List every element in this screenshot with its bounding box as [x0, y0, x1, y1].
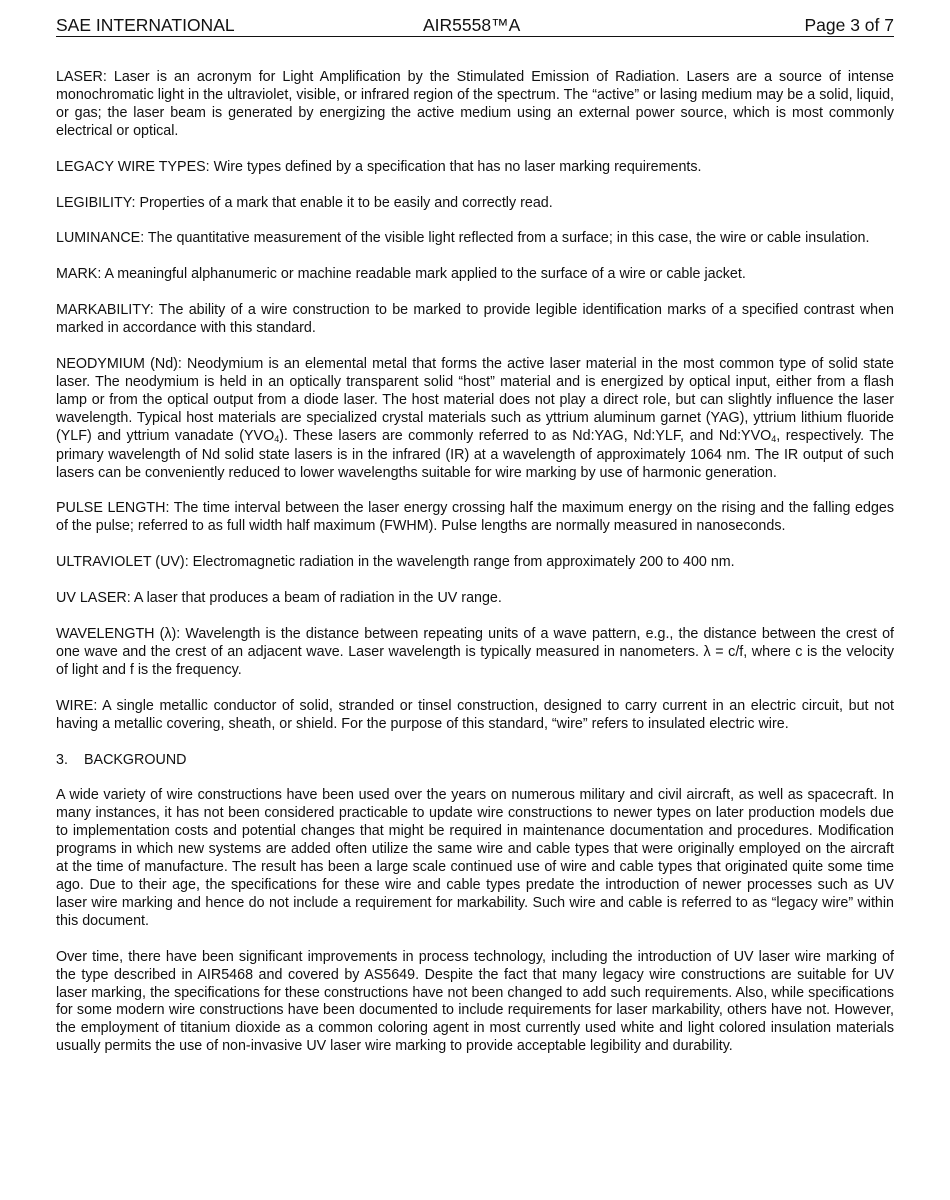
background-paragraph-1: A wide variety of wire constructions have been used over the years on numerous military and civil aircraft, as well as spacecraft. In many instances, it has not been considered practicable to update wire constructions to newer types on later production models due to implementation costs and potential changes that might be required in maintenance documentation and procedures. Modification programs in which new systems are added often utilize the same wire and cable types that were originally employed on the aircraft at the time of manufacture. The result has been a large scale continued use of wire and cable types that originated quite some time ago. Due to their age, the specifications for these wire and cable types predate the introduction of newer processes such as UV laser wire marking and hence do not include a requirement for markability. Such wire and cable is referred to as “legacy wire” within this document. [56, 787, 894, 929]
header-document-number: AIR5558™A [423, 15, 521, 35]
definition-term: LASER [56, 69, 103, 85]
section-number: 3. [56, 751, 68, 768]
definition-markability: MARKABILITY: The ability of a wire construction to be marked to provide legible identification marks of a specified contrast when marked in accordance with this standard. [56, 302, 894, 337]
definition-text: Wire types defined by a specification that has no laser marking requirements. [213, 158, 702, 175]
definition-pulse-length: PULSE LENGTH: The time interval between the laser energy crossing half the maximum energy on the rising and the falling edges of the pulse; referred to as full width half maximum (FWHM). Pulse lengths are normally measured in nanoseconds. [56, 500, 894, 535]
definition-text: Electromagnetic radiation in the wavelength range from approximately 200 to 400 nm. [192, 554, 735, 571]
definition-term: LEGACY WIRE TYPES [56, 158, 206, 175]
definition-term: PULSE LENGTH [56, 500, 166, 517]
definition-uv-laser: UV LASER: A laser that produces a beam of radiation in the UV range. [56, 590, 502, 607]
definition-term: WIRE [56, 697, 94, 714]
definition-text: Laser is an acronym for Light Amplification by the Stimulated Emission of Radiation. Lasers are a source of intense monochromatic light in the ultraviolet, visible, or infrared region of the spectrum. The “active” or lasing medium may be a solid, liquid, or gas; the laser beam is generated by energizing the active medium using an external power source, which is most commonly electrical or optical. [56, 69, 894, 139]
definition-term: LEGIBILITY [56, 194, 132, 211]
definition-luminance: LUMINANCE: The quantitative measurement of the visible light reflected from a surface; in this case, the wire or cable insulation. [56, 230, 870, 247]
subscript: 4 [771, 433, 777, 444]
definition-text-part: ). These lasers are commonly referred to as Nd:YAG, Nd:YLF, and Nd:YVO [279, 427, 772, 444]
definition-text: Properties of a mark that enable it to be easily and correctly read. [139, 194, 553, 211]
definition-text: A meaningful alphanumeric or machine readable mark applied to the surface of a wire or cable jacket. [104, 266, 746, 283]
definition-term: LUMINANCE [56, 230, 141, 247]
definition-term: MARKABILITY [56, 302, 150, 319]
definition-term: WAVELENGTH (λ) [56, 626, 177, 643]
definition-mark: MARK: A meaningful alphanumeric or machine readable mark applied to the surface of a wire or cable jacket. [56, 266, 746, 283]
definition-text: The ability of a wire construction to be marked to provide legible identification marks of a specified contrast when marked in accordance with this standard. [56, 302, 894, 337]
definition-neodymium: NEODYMIUM (Nd): Neodymium is an elemental metal that forms the active laser material in the most common type of solid state laser. The neodymium is held in an optically transparent solid “host” material and is energized by optical input, either from a flash lamp or from the optical output from a diode laser. The host material does not play a direct role, but can slightly influence the laser wavelength. Typical host materials are specialized crystal materials such as yttrium aluminum garnet (YAG), yttrium lithium fluoride (YLF) and yttrium vanadate $(YVO_4)$. These lasers are commonly referred to as Nd:YAG, Nd:YLF, and $Nd:YVO_4$, respectively. The primary wavelength of Nd solid state lasers is in the infrared (IR) at a wavelength of approximately 1064 nm. The IR output of such lasers can be conveniently reduced to lower wavelengths suitable for wire marking by use of harmonic generation. [56, 356, 894, 481]
definition-term: MARK [56, 266, 98, 283]
definition-text-part: , respectively. The primary wavelength of Nd solid state lasers is in the infrared (IR) at a wavelength of approximately 1064 nm. The IR output of such lasers can be conveniently reduced to lower wavelengths suitable for wire marking by use of harmonic generation. [56, 427, 894, 481]
definition-laser: LASER: Laser is an acronym for Light Amplification by the Stimulated Emission of Radiation. Lasers are a source of intense monochromatic light in the ultraviolet, visible, or infrared region of the spectrum. The “active” or lasing medium may be a solid, liquid, or gas; the laser beam is generated by energizing the active medium using an external power source, which is most commonly electrical or optical. [56, 69, 894, 139]
definition-text: The time interval between the laser energy crossing half the maximum energy on the rising and the falling edges of the pulse; referred to as full width half maximum (FWHM). Pulse lengths are normally measured in nanoseconds. [56, 500, 894, 535]
definition-text: Wavelength is the distance between repeating units of a wave pattern, e.g., the distance between the crest of one wave and the crest of an adjacent wave. Laser wavelength is typically measured in nanometers. λ = c/f, where c is the velocity of light and f is the frequency. [56, 626, 894, 678]
definition-text: The quantitative measurement of the visible light reflected from a surface; in this case, the wire or cable insulation. [147, 230, 870, 247]
definition-text: A single metallic conductor of solid, stranded or tinsel construction, designed to carry current in an electric circuit, but not having a metallic covering, sheath, or shield. For the purpose of this standard, “wire” refers to insulated electric wire. [56, 697, 894, 732]
definition-wavelength: WAVELENGTH (λ): Wavelength is the distance between repeating units of a wave pattern, e.g., the distance between the crest of one wave and the crest of an adjacent wave. Laser wavelength is typically measured in nanometers. λ = c/f, where c is the velocity of light and f is the frequency. [56, 626, 894, 678]
definition-legibility: LEGIBILITY: Properties of a mark that enable it to be easily and correctly read. [56, 194, 553, 211]
definition-text-part: Neodymium is an elemental metal that forms the active laser material in the most common type of solid state laser. The neodymium is held in an optically transparent solid “host” material and is energized by optical input, either from a flash lamp or from the optical output from a diode laser. The host material does not play a direct role, but can slightly influence the laser wavelength. Typical host materials are specialized crystal materials such as yttrium aluminum garnet (YAG), yttrium lithium fluoride (YLF) and yttrium vanadate (YVO [56, 356, 894, 444]
definition-text: A laser that produces a beam of radiation in the UV range. [133, 590, 502, 607]
definition-term: ULTRAVIOLET (UV) [56, 554, 185, 571]
background-paragraph-2: Over time, there have been significant improvements in process technology, including the introduction of UV laser wire marking of the type described in AIR5468 and covered by AS5649. Despite the fact that many legacy wire constructions are suitable for UV laser marking, the specifications for these constructions have not been changed to add such requirements. Also, while specifications for some modern wire constructions have been documented to include requirements for laser markability, others have not. However, the employment of titanium dioxide as a common coloring agent in most currently used white and light colored insulation materials usually permits the use of non-invasive UV laser wire marking to provide acceptable legibility and durability. [56, 948, 894, 1055]
page-header [56, 14, 894, 37]
definition-ultraviolet: ULTRAVIOLET (UV): Electromagnetic radiation in the wavelength range from approximately 200 to 400 nm. [56, 554, 735, 571]
section-title: BACKGROUND [84, 751, 187, 768]
definition-term: UV LASER [56, 590, 127, 607]
definition-legacy-wire-types: LEGACY WIRE TYPES: Wire types defined by a specification that has no laser marking requirements. [56, 158, 702, 175]
definition-term: NEODYMIUM (Nd) [56, 356, 178, 373]
subscript: 4 [274, 433, 280, 444]
header-organization: SAE INTERNATIONAL [56, 15, 235, 35]
definition-wire: WIRE: A single metallic conductor of solid, stranded or tinsel construction, designed to carry current in an electric circuit, but not having a metallic covering, sheath, or shield. For the purpose of this standard, “wire” refers to insulated electric wire. [56, 697, 894, 732]
header-page-number: Page 3 of 7 [804, 15, 894, 35]
section-heading-background [56, 752, 894, 770]
document-body [56, 69, 894, 1074]
